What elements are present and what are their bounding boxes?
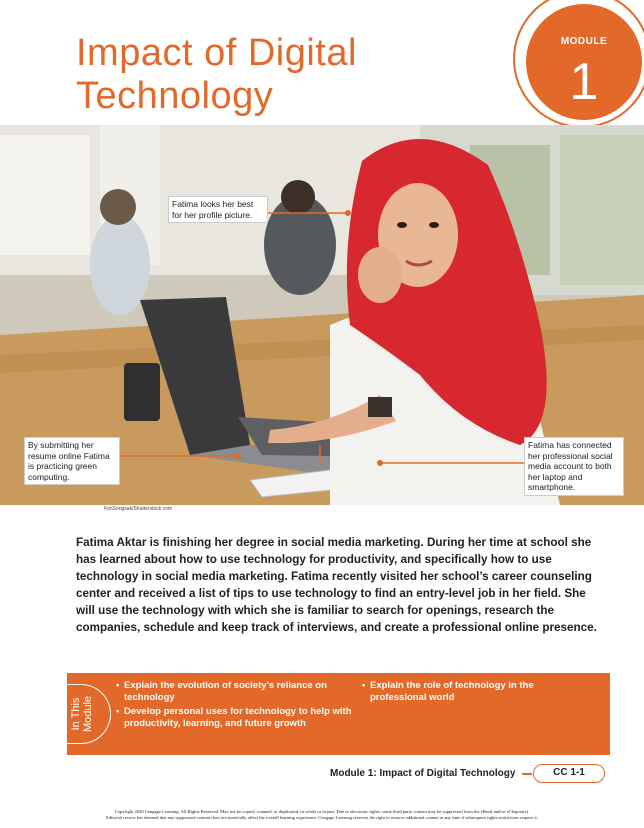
callout-profile-picture: Fatima looks her best for her profile picture. <box>168 196 268 223</box>
leader-dot-1 <box>345 210 351 216</box>
footer-module-title: Module 1: Impact of Digital Technology <box>330 768 516 779</box>
callout-connected-devices: Fatima has connected her professional social media account to both her laptop and smartphone. <box>524 437 624 496</box>
module-label: MODULE <box>560 36 608 47</box>
module-number: 1 <box>569 53 599 111</box>
leader-dot-3 <box>377 460 383 466</box>
callout-green-computing: By submitting her resume online Fatima is practicing green computing. <box>24 437 120 485</box>
footer-divider <box>522 773 532 775</box>
title-line-2: Technology <box>76 75 274 117</box>
in-this-module-label: In This Module <box>70 695 94 733</box>
objective-item: • Explain the evolution of society’s reliance on technology <box>124 680 354 704</box>
copyright-line-1: Copyright 2020 Cengage Learning. All Rights Reserved. May not be copied, scanned, or duplicated, in whole or in part. Due to electronic rights, some third party content may be suppressed from the eBook and/or eChapter(s). <box>114 809 530 814</box>
photo-credit: KimSongsak/Shutterstock.com <box>104 506 173 512</box>
intro-paragraph: Fatima Aktar is finishing her degree in social media marketing. During her time at school she has learned about how to use technology for productivity, and specifically how to use technology in social media marketing. Fatima recently visited her school’s career counseling center and received a list of tips to use technology to find an entry-level job in her field. She will use the technology with which she is familiar to search for openings, research the companies, schedule and keep track of interviews, and create a professional online presence. <box>76 536 597 634</box>
page-number: CC 1-1 <box>533 764 605 783</box>
objective-item: • Explain the role of technology in the professional world <box>370 680 590 704</box>
copyright-line-2: Editorial review has deemed that any suppressed content does not materially affect the overall learning experience. Cengage Learning reserves the right to remove additional content at any time if subsequent rights restrictions require it. <box>106 815 538 820</box>
objective-item: • Develop personal uses for technology to help with productivity, learning, and future growth <box>124 706 354 730</box>
copyright-notice <box>20 809 624 821</box>
title-line-1: Impact of Digital <box>76 32 357 74</box>
leader-dot-2 <box>235 453 241 459</box>
